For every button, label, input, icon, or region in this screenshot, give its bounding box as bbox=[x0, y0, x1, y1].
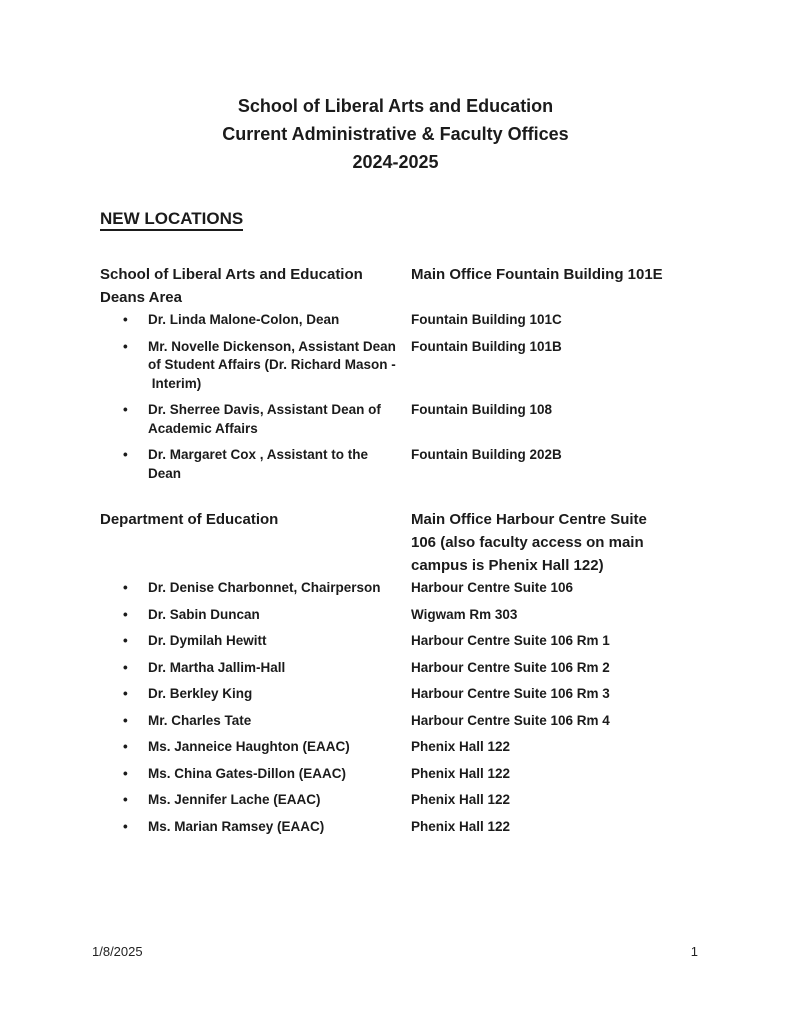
person-cell bbox=[100, 659, 411, 678]
directory-rows bbox=[100, 311, 691, 483]
page-footer bbox=[92, 944, 698, 959]
office-location: Phenix Hall 122 bbox=[411, 765, 511, 781]
person-name: Mr. Charles Tate bbox=[148, 712, 252, 728]
person-cell bbox=[100, 311, 411, 330]
bullet-icon: • bbox=[123, 686, 128, 701]
bullet-icon: • bbox=[123, 338, 128, 354]
person-name: Dr. Sherree Davis, Assistant Dean of Academic Affairs bbox=[148, 402, 381, 436]
person-name: Dr. Sabin Duncan bbox=[148, 606, 260, 622]
person-name: Dr. Denise Charbonnet, Chairperson bbox=[148, 580, 381, 595]
person-name: Dr. Dymilah Hewitt bbox=[148, 633, 267, 648]
bullet-icon: • bbox=[123, 659, 128, 675]
bullet-icon: • bbox=[123, 792, 128, 807]
person-cell bbox=[100, 818, 411, 837]
directory-row bbox=[100, 818, 691, 837]
office-location: Harbour Centre Suite 106 Rm 1 bbox=[411, 633, 610, 648]
office-location: Harbour Centre Suite 106 Rm 4 bbox=[411, 712, 610, 728]
person-name: Ms. China Gates-Dillon (EAAC) bbox=[148, 765, 347, 781]
bullet-icon: • bbox=[123, 739, 128, 754]
title-line: School of Liberal Arts and Education bbox=[237, 96, 554, 116]
person-name: Dr. Margaret Cox , Assistant to the Dean bbox=[148, 447, 369, 481]
new-locations-heading: NEW LOCATIONS bbox=[100, 209, 691, 229]
directory-row bbox=[100, 338, 691, 394]
office-section-deans-area bbox=[100, 263, 691, 483]
person-name: Ms. Marian Ramsey (EAAC) bbox=[148, 818, 325, 834]
person-cell bbox=[100, 738, 411, 757]
title-line: 2024-2025 bbox=[352, 152, 439, 172]
person-name: Ms. Jennifer Lache (EAAC) bbox=[148, 792, 321, 807]
directory-row bbox=[100, 712, 691, 731]
office-location: Phenix Hall 122 bbox=[411, 792, 511, 807]
section-header-row bbox=[100, 263, 691, 309]
directory-row bbox=[100, 606, 691, 625]
person-cell bbox=[100, 685, 411, 704]
office-location: Harbour Centre Suite 106 Rm 2 bbox=[411, 659, 610, 675]
office-location: Fountain Building 101B bbox=[411, 338, 562, 354]
office-location: Fountain Building 202B bbox=[411, 447, 562, 462]
office-location: Phenix Hall 122 bbox=[411, 818, 511, 834]
person-name: Ms. Janneice Haughton (EAAC) bbox=[148, 739, 350, 754]
page-number: 1 bbox=[690, 944, 698, 959]
person-cell bbox=[100, 579, 411, 598]
directory-row bbox=[100, 738, 691, 757]
directory-row bbox=[100, 659, 691, 678]
directory-row bbox=[100, 765, 691, 784]
bullet-icon: • bbox=[123, 606, 128, 622]
person-cell bbox=[100, 338, 411, 394]
person-cell bbox=[100, 401, 411, 438]
office-location: Fountain Building 101C bbox=[411, 312, 562, 327]
person-name: Dr. Martha Jallim-Hall bbox=[148, 659, 286, 675]
bullet-icon: • bbox=[123, 765, 128, 781]
person-cell bbox=[100, 446, 411, 483]
bullet-icon: • bbox=[123, 818, 128, 834]
directory-row bbox=[100, 579, 691, 598]
footer-date: 1/8/2025 bbox=[92, 944, 143, 959]
office-location: Phenix Hall 122 bbox=[411, 739, 511, 754]
person-cell bbox=[100, 791, 411, 810]
document-title bbox=[100, 92, 691, 176]
person-cell bbox=[100, 606, 411, 625]
section-main-office: Main Office Fountain Building 101E bbox=[411, 266, 663, 283]
section-name: School of Liberal Arts and Education Deans Area bbox=[100, 266, 363, 306]
directory-row bbox=[100, 311, 691, 330]
section-header-row bbox=[100, 508, 691, 577]
office-location: Fountain Building 108 bbox=[411, 402, 552, 417]
directory-row bbox=[100, 791, 691, 810]
person-name: Dr. Linda Malone-Colon, Dean bbox=[148, 312, 340, 327]
directory-rows bbox=[100, 579, 691, 836]
bullet-icon: • bbox=[123, 312, 128, 327]
person-cell bbox=[100, 632, 411, 651]
section-main-office: Main Office Harbour Centre Suite 106 (also faculty access on main campus is Phenix Hall 122) bbox=[411, 511, 647, 574]
bullet-icon: • bbox=[123, 580, 128, 595]
bullet-icon: • bbox=[123, 633, 128, 648]
office-location: Wigwam Rm 303 bbox=[411, 606, 518, 622]
directory-row bbox=[100, 632, 691, 651]
office-location: Harbour Centre Suite 106 bbox=[411, 580, 574, 595]
title-line: Current Administrative & Faculty Offices bbox=[222, 124, 569, 144]
directory-row bbox=[100, 446, 691, 483]
section-name: Department of Education bbox=[100, 511, 279, 528]
person-cell bbox=[100, 765, 411, 784]
directory-row bbox=[100, 401, 691, 438]
office-location: Harbour Centre Suite 106 Rm 3 bbox=[411, 686, 610, 701]
bullet-icon: • bbox=[123, 402, 128, 417]
bullet-icon: • bbox=[123, 712, 128, 728]
person-name: Dr. Berkley King bbox=[148, 686, 253, 701]
office-section-education bbox=[100, 508, 691, 836]
directory-row bbox=[100, 685, 691, 704]
person-name: Mr. Novelle Dickenson, Assistant Dean of Student Affairs (Dr. Richard Mason - Interim) bbox=[148, 338, 396, 391]
bullet-icon: • bbox=[123, 447, 128, 462]
person-cell bbox=[100, 712, 411, 731]
